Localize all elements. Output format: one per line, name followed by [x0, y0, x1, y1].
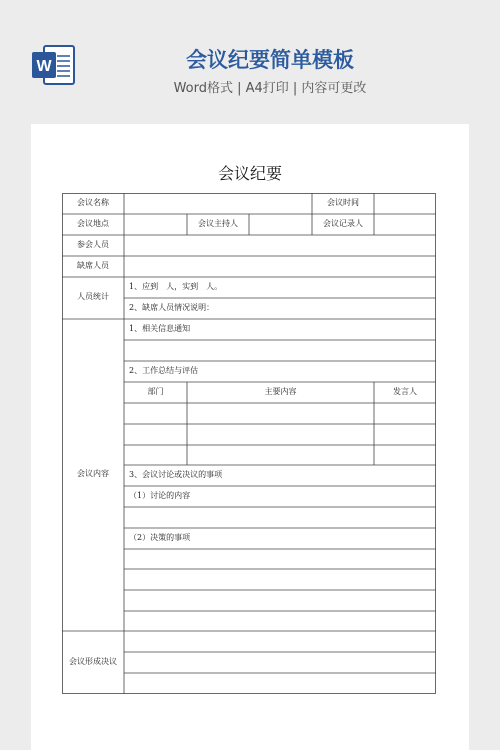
- content-item-summary: 2、工作总结与评估: [129, 366, 199, 375]
- label-absentees: 缺席人员: [77, 261, 109, 270]
- word-document-icon: [30, 44, 76, 86]
- recorder-field[interactable]: [375, 214, 435, 234]
- meeting-time-field[interactable]: [375, 193, 435, 213]
- label-content: 会议内容: [77, 469, 109, 478]
- word-icon-letter: W: [36, 58, 52, 75]
- minutes-table: [62, 193, 436, 694]
- label-meeting-place: 会议地点: [77, 219, 109, 228]
- label-recorder: 会议记录人: [323, 219, 363, 228]
- content-item-decided: （2）决策的事项: [129, 533, 191, 542]
- content-item-info: 1、相关信息通知: [129, 324, 191, 333]
- host-field[interactable]: [250, 214, 311, 234]
- summary-header-speaker: 发言人: [393, 387, 417, 396]
- label-meeting-time: 会议时间: [327, 198, 359, 207]
- stats-line-1: 1、应到 人，实到 人。: [129, 282, 223, 291]
- absentees-field[interactable]: [125, 256, 435, 276]
- meeting-name-field[interactable]: [125, 193, 311, 213]
- page-title: 会议纪要简单模板: [186, 48, 354, 72]
- attendees-field[interactable]: [125, 235, 435, 255]
- summary-header-main-content: 主要内容: [264, 387, 297, 396]
- content-item-discussion: 3、会议讨论或决议的事项: [129, 470, 223, 479]
- label-host: 会议主持人: [198, 219, 238, 228]
- page-subtitle: Word格式 | A4打印 | 内容可更改: [173, 81, 367, 96]
- document-title: 会议纪要: [217, 164, 282, 183]
- summary-header-department: 部门: [147, 387, 164, 396]
- label-resolution: 会议形成决议: [69, 657, 117, 666]
- meeting-place-field[interactable]: [125, 214, 186, 234]
- stats-line-2: 2、缺席人员情况说明：: [129, 303, 215, 312]
- label-attendees: 参会人员: [77, 240, 109, 249]
- document-page: [31, 124, 469, 750]
- content-item-discussed: （1）讨论的内容: [129, 491, 191, 500]
- page-header: [0, 0, 500, 118]
- label-stats: 人员统计: [77, 292, 109, 301]
- label-meeting-name: 会议名称: [77, 198, 109, 207]
